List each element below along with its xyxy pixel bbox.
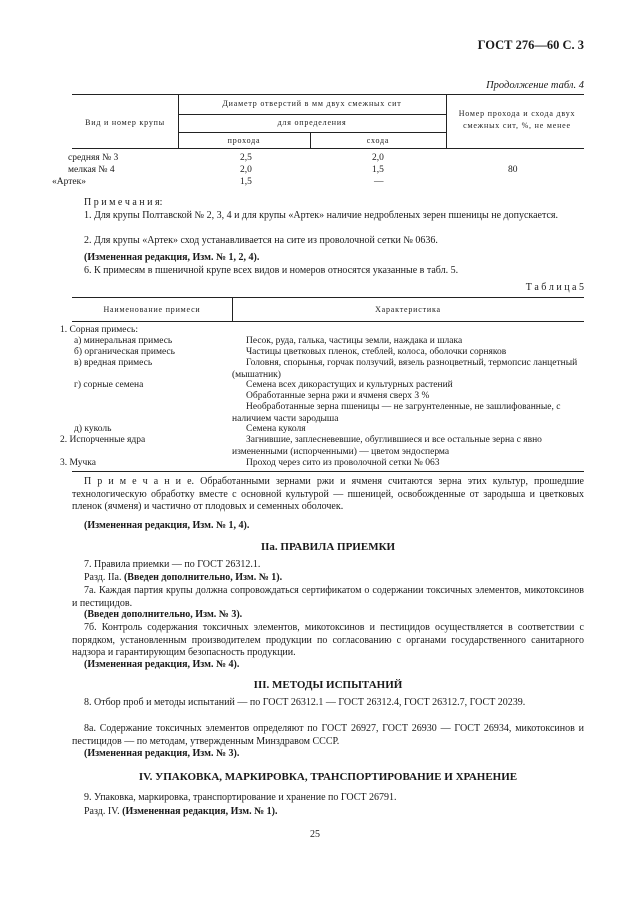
impurity-name: г) сорные семена	[74, 380, 144, 390]
table-cell-sift: —	[374, 177, 384, 187]
page-header: ГОСТ 276—60 С. 3	[477, 38, 584, 52]
edit-note: (Измененная редакция, Изм. № 4).	[84, 659, 240, 670]
paragraph-8: 8. Отбор проб и методы испытаний — по ГОСТ 26312.1 — ГОСТ 26312.4, ГОСТ 26312.7, ГОСТ 20239.	[84, 697, 526, 708]
table-header-kind: Вид и номер крупы	[85, 118, 165, 127]
table-cell-sift: 2,0	[372, 153, 384, 163]
table-cell-pass: 1,5	[240, 177, 252, 187]
section-4-note	[72, 806, 584, 819]
impurity-description: Проход через сито из проволочной сетки № 063	[246, 458, 440, 468]
paragraph-9: 9. Упаковка, маркировка, транспортирование и хранение по ГОСТ 26791.	[84, 792, 397, 803]
impurity-description: Песок, руда, галька, частицы земли, наждака и шлака	[246, 336, 463, 346]
edit-note: (Измененная редакция, Изм. № 3).	[84, 748, 240, 759]
section-title: IIа. ПРАВИЛА ПРИЕМКИ	[260, 541, 396, 553]
table-row-name: «Артек»	[52, 177, 86, 187]
edit-note: (Измененная редакция, Изм. № 1, 4).	[84, 520, 250, 531]
razd-edit: (Измененная редакция, Изм. № 1).	[122, 806, 278, 817]
note-1: 1. Для крупы Полтавской № 2, 3, 4 и для крупы «Артек» наличие недробленых зерен пшеницы не допускается.	[84, 210, 558, 221]
table-rule	[72, 471, 584, 472]
impurity-name: в) вредная примесь	[74, 358, 153, 368]
edit-note: (Введен дополнительно, Изм. № 3).	[84, 609, 243, 620]
section-2a-note	[72, 572, 584, 585]
impurity-description: Частицы цветковых пленок, стеблей, колоса, оболочки сорняков	[246, 347, 507, 357]
notes-title: П р и м е ч а н и я:	[84, 197, 163, 208]
table-continuation-label: Продолжение табл. 4	[486, 80, 584, 91]
impurity-description: Семена куколя	[246, 424, 306, 434]
table-rule	[72, 297, 584, 298]
impurity-name: б) органическая примесь	[74, 347, 175, 357]
paragraph-7b: 7б. Контроль содержания токсичных элементов, микотоксинов и пестицидов осуществляется в соответствии с порядком, установленным производителем продукции по согласованию с органами государственного санитарного надзора и гарантирующим безопасность продукции.	[72, 622, 584, 658]
paragraph-6: 6. К примесям в пшеничной крупе всех видов и номеров относятся указанные в табл. 5.	[84, 265, 459, 276]
impurity-description: Семена всех дикорастущих и культурных растений	[246, 380, 453, 390]
impurity-description: Головня, спорынья, горчак ползучий, вязель разноцветный, термопсис ланцетный (мышатник)	[232, 358, 578, 380]
paragraph-8a: 8а. Содержание токсичных элементов определяют по ГОСТ 26927, ГОСТ 26930 — ГОСТ 26934, микотоксинов и пестицидов — по методам, утвержденным Минздравом СССР.	[72, 723, 584, 747]
impurity-name: 2. Испорченные ядра	[60, 435, 146, 445]
note-2: 2. Для крупы «Артек» сход устанавливается на сите из проволочной сетки № 0636.	[84, 235, 438, 246]
paragraph-7a: 7а. Каждая партия крупы должна сопровождаться сертификатом о содержании токсичных элементов, микотоксинов и пестицидов.	[72, 585, 584, 609]
impurity-name: 3. Мучка	[60, 458, 96, 468]
table-header-pass: прохода	[227, 136, 261, 145]
razd-prefix: Разд. IIа.	[84, 572, 122, 583]
table-cell-sift: 1,5	[372, 165, 384, 175]
impurity-name: 1. Сорная примесь:	[60, 325, 138, 335]
paragraph-7: 7. Правила приемки — по ГОСТ 26312.1.	[84, 559, 261, 570]
table-header-diameter: Диаметр отверстий в мм двух смежных сит	[222, 99, 402, 108]
table-5-label: Т а б л и ц а 5	[525, 282, 584, 293]
page-number: 25	[310, 829, 320, 840]
table-rule	[72, 94, 584, 95]
table-header-impurity: Наименование примеси	[103, 305, 201, 314]
table-header-min: Номер прохода и схода двух смежных сит, %, не менее	[458, 109, 576, 130]
table-rule	[178, 114, 446, 115]
table-rule	[72, 321, 584, 322]
impurity-name: д) куколь	[74, 424, 112, 434]
impurity-name: а) минеральная примесь	[74, 336, 173, 346]
table-header-characteristic: Характеристика	[375, 305, 441, 314]
table-cell-min: 80	[508, 165, 518, 175]
table-row-name: средняя № 3	[68, 153, 119, 163]
table-header-sift: схода	[366, 136, 390, 145]
section-title: IV. УПАКОВКА, МАРКИРОВКА, ТРАНСПОРТИРОВАНИЕ И ХРАНЕНИЕ	[138, 771, 518, 783]
razd-prefix: Разд. IV.	[84, 806, 120, 817]
table-cell-pass: 2,0	[240, 165, 252, 175]
table-rule	[446, 94, 447, 148]
edit-note: (Измененная редакция, Изм. № 1, 2, 4).	[84, 252, 260, 263]
table-header-purpose: для определения	[277, 118, 347, 127]
impurity-description: Обработанные зерна ржи и ячменя сверх 3 %	[246, 391, 430, 401]
impurity-description: Необработанные зерна пшеницы — не загрунтеленные, не зашлифованные, с наличием части зародыша	[232, 402, 561, 424]
table-row-name: мелкая № 4	[68, 165, 115, 175]
table-rule	[178, 132, 446, 133]
section-title: III. МЕТОДЫ ИСПЫТАНИЙ	[253, 679, 403, 691]
razd-edit: (Введен дополнительно, Изм. № 1).	[123, 572, 283, 583]
table-cell-pass: 2,5	[240, 153, 252, 163]
impurity-description: Загнившие, заплесневевшие, обуглившиеся и все остальные зерна с явно измененными (испорченными) — цветом эндосперма	[232, 435, 542, 457]
table-5-note: П р и м е ч а н и е. Обработанными зернами ржи и ячменя считаются зерна этих культур, прошедшие технологическую обработку вместе с основной культурой — пшеницей, освобожденные от зародыша и цветковых пленок (ячменя) и частично от плодовых и семенных оболочек.	[72, 476, 584, 512]
table-rule	[72, 148, 584, 149]
